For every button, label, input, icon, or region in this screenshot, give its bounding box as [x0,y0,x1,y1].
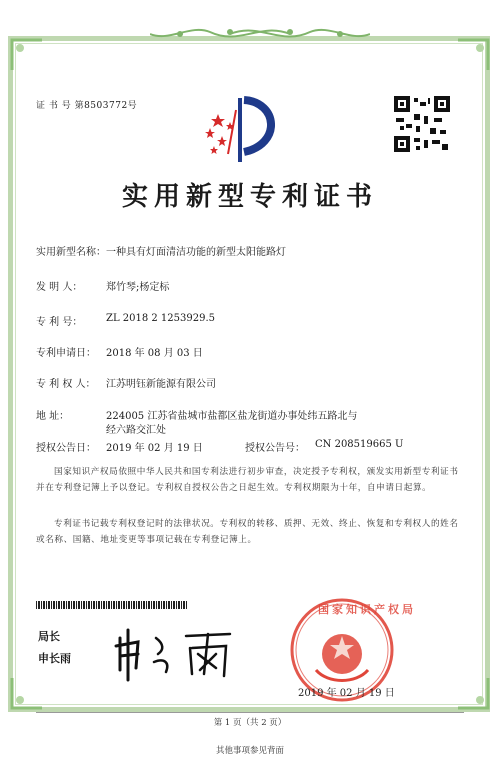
seal-date: 2019 年 02 月 19 日 [298,688,395,699]
certificate-title: 实用新型专利证书 [121,182,378,212]
corner-ornament-icon [456,38,490,72]
qr-code-icon [394,96,450,152]
page-info: 第 1 页（共 2 页） [213,718,287,728]
patent-number-label: 专 利 号： [36,317,83,328]
corner-ornament-icon [456,676,490,710]
patentee-value: 江苏明钰新能源有限公司 [106,379,216,390]
address-line-2: 经六路交汇处 [106,425,166,436]
seal-text: 国家知识产权局 [318,603,416,616]
announce-date-value: 2019 年 02 月 19 日 [106,443,203,454]
corner-ornament-icon [10,676,44,710]
signatory-title: 局长 [38,630,60,643]
cnipa-logo-icon [200,92,294,166]
footer-divider [36,712,464,713]
certificate-number: 证 书 号 第8503772号 [36,101,138,111]
barcode-icon [36,601,188,609]
inventor-value: 郑竹琴;杨定标 [106,282,170,293]
announce-date-label: 授权公告日： [36,443,96,454]
certificate-paragraph-2: 专利证书记载专利权登记时的法律状况。专利权的转移、质押、无效、终止、恢复和专利权人的姓名或名称、国籍、地址变更等事项记载在专利登记簿上。 [36,519,459,545]
address-line-1: 224005 江苏省盐城市盐都区盐龙街道办事处纬五路北与 [106,411,358,422]
ornament-right-icon [230,20,370,48]
filing-date-value: 2018 年 08 月 03 日 [106,348,203,359]
footer-note: 其他事项参见背面 [215,746,284,756]
handwritten-signature-icon [108,618,238,688]
inventor-label: 发 明 人： [36,282,83,293]
patentee-label: 专 利 权 人： [36,379,96,390]
filing-date-label: 专利申请日： [36,348,96,359]
corner-ornament-icon [10,38,44,72]
certificate-paragraph-1: 国家知识产权局依照中华人民共和国专利法进行初步审查，决定授予专利权，颁发实用新型专利证书并在专利登记簿上予以登记。专利权自授权公告之日起生效。专利权期限为十年，自申请日起算。 [36,467,459,493]
announce-number-value: CN 208519665 U [315,439,404,450]
patent-number-value: ZL 2018 2 1253929.5 [106,313,216,324]
utility-model-name: 实用新型名称：一种具有灯面清洁功能的新型太阳能路灯 [36,247,286,258]
announce-number-label: 授权公告号： [245,443,305,454]
address-label: 地 址： [36,411,70,422]
signatory-name: 申长雨 [38,652,71,665]
